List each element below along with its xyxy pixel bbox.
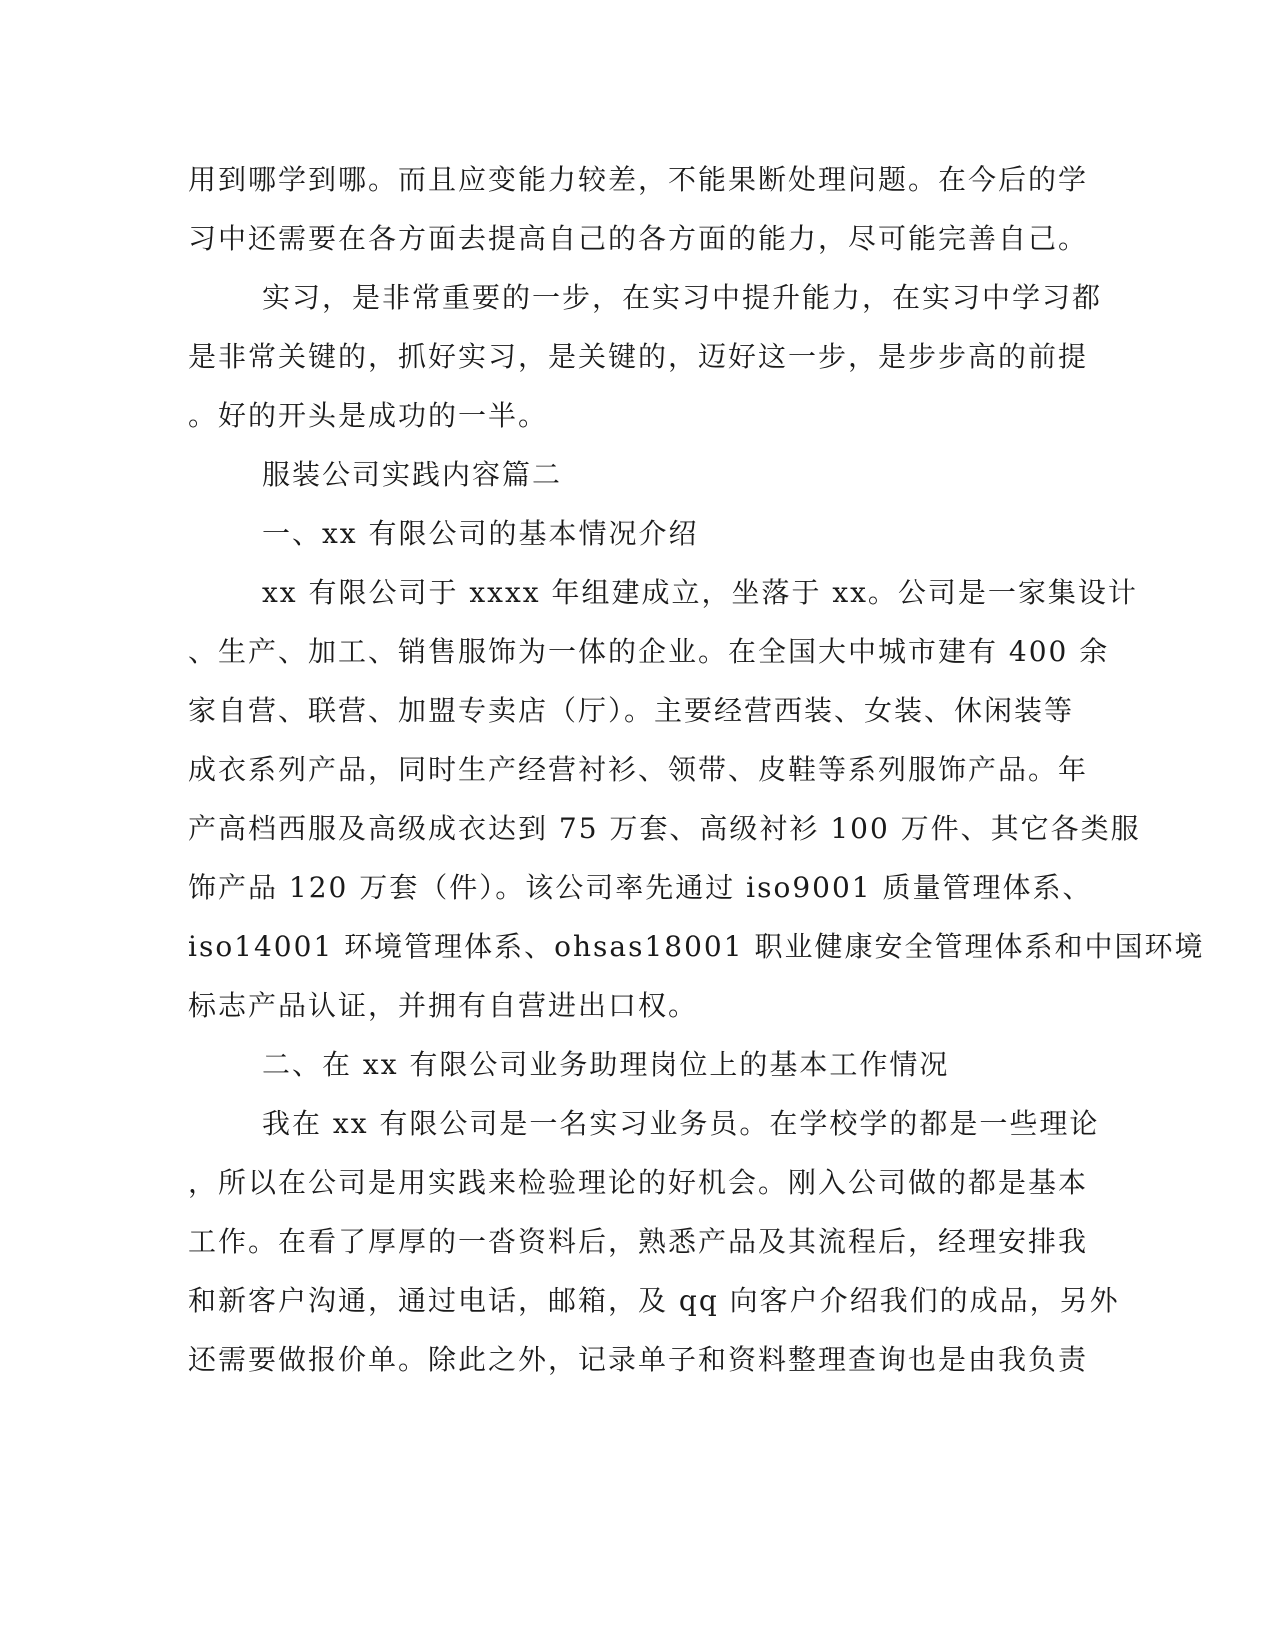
text-line-12: 产高档西服及高级成衣达到 75 万套、高级衬衫 100 万件、其它各类服: [188, 812, 1141, 845]
text-line-15: 标志产品认证，并拥有自营进出口权。: [188, 989, 699, 1022]
text-line-10: 家自营、联营、加盟专卖店（厅）。主要经营西装、女装、休闲装等: [188, 694, 1075, 727]
text-line-17: 我在 xx 有限公司是一名实习业务员。在学校学的都是一些理论: [262, 1107, 1100, 1140]
text-line-13: 饰产品 120 万套（件）。该公司率先通过 iso9001 质量管理体系、: [188, 871, 1093, 904]
text-line-11: 成衣系列产品，同时生产经营衬衫、领带、皮鞋等系列服饰产品。年: [188, 753, 1089, 786]
text-line-1: 用到哪学到哪。而且应变能力较差，不能果断处理问题。在今后的学: [188, 163, 1089, 196]
text-line-18: ，所以在公司是用实践来检验理论的好机会。刚入公司做的都是基本: [188, 1166, 1089, 1199]
text-line-19: 工作。在看了厚厚的一沓资料后，熟悉产品及其流程后，经理安排我: [188, 1225, 1089, 1258]
section-heading: 服装公司实践内容篇二: [262, 458, 563, 491]
text-line-3: 实习，是非常重要的一步，在实习中提升能力，在实习中学习都: [262, 281, 1103, 314]
text-line-4: 是非常关键的，抓好实习，是关键的，迈好这一步，是步步高的前提: [188, 340, 1089, 373]
subheading-2: 二、在 xx 有限公司业务助理岗位上的基本工作情况: [262, 1048, 950, 1081]
text-line-20: 和新客户沟通，通过电话，邮箱，及 qq 向客户介绍我们的成品，另外: [188, 1284, 1120, 1317]
text-line-14: iso14001 环境管理体系、ohsas18001 职业健康安全管理体系和中国环境: [188, 930, 1205, 963]
text-line-21: 还需要做报价单。除此之外，记录单子和资料整理查询也是由我负责: [188, 1343, 1089, 1376]
text-line-5: 。好的开头是成功的一半。: [188, 399, 549, 432]
text-line-8: xx 有限公司于 xxxx 年组建成立，坐落于 xx。公司是一家集设计: [262, 576, 1138, 609]
subheading-1: 一、xx 有限公司的基本情况介绍: [262, 517, 699, 550]
text-line-2: 习中还需要在各方面去提高自己的各方面的能力，尽可能完善自己。: [188, 222, 1089, 255]
text-line-9: 、生产、加工、销售服饰为一体的企业。在全国大中城市建有 400 余: [188, 635, 1110, 668]
